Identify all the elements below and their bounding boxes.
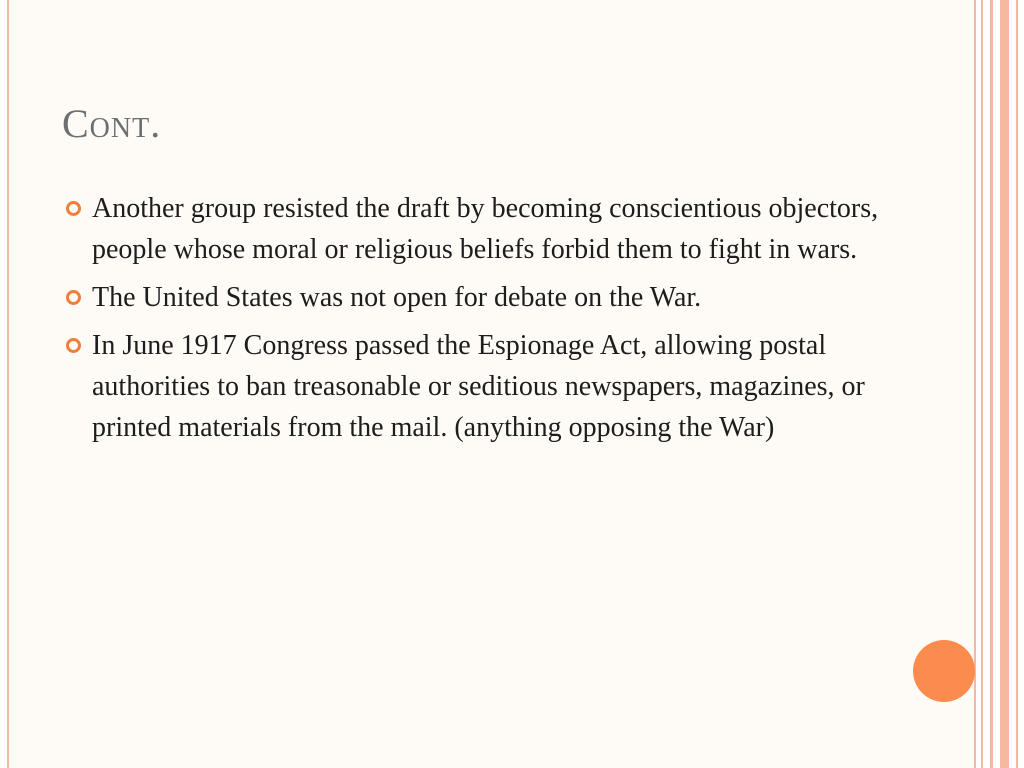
decorative-stripe [1000, 0, 1009, 768]
ring-bullet-icon [66, 201, 81, 216]
ring-bullet-icon [66, 338, 81, 353]
decorative-stripe [981, 0, 983, 768]
decorative-stripe [990, 0, 993, 768]
bullet-text: The United States was not open for debate on the War. [92, 282, 702, 313]
bullet-list [62, 188, 892, 455]
ring-bullet-icon [66, 290, 81, 305]
bullet-text: Another group resisted the draft by becoming conscientious objectors, people whose moral or religious beliefs forbid them to fight in wars. [92, 193, 879, 265]
bullet-text: In June 1917 Congress passed the Espionage Act, allowing postal authorities to ban treasonable or seditious newspapers, magazines, or printed materials from the mail. (anything opposing the War) [92, 330, 865, 443]
decorative-stripe [1016, 0, 1018, 768]
bullet-item [62, 325, 892, 448]
bullet-item [62, 188, 892, 270]
decorative-circle [913, 640, 975, 702]
bullet-item [62, 277, 892, 318]
slide-title: Cont. [62, 101, 162, 146]
